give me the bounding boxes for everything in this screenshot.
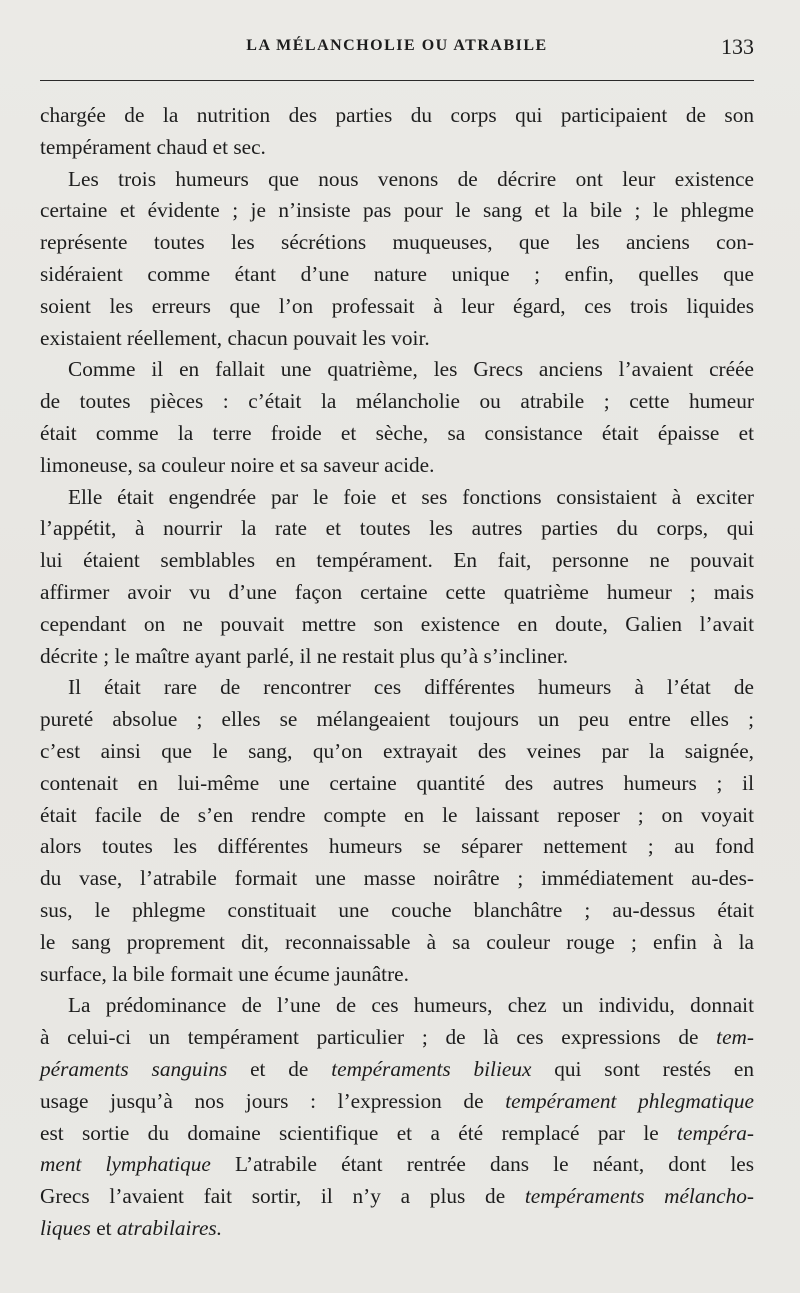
text-line: sidéraient comme étant d’une nature unique ; enfin, quelles que: [40, 261, 754, 286]
text-line: était facile de s’en rendre compte en le laissant reposer ; on voyait: [40, 802, 754, 827]
text-line: Il était rare de rencontrer ces différentes humeurs à l’état de: [68, 675, 754, 700]
text-line: à celui-ci un tempérament particulier ; de là ces expressions de tem-: [40, 1025, 754, 1050]
running-title: LA MÉLANCHOLIE OU ATRABILE: [246, 37, 548, 54]
paragraph: [40, 164, 754, 355]
text-line: ment lymphatique L’atrabile étant rentrée dans le néant, dont les: [40, 1152, 754, 1177]
text-line: sus, le phlegme constituait une couche blanchâtre ; au-dessus était: [40, 897, 754, 922]
text-line: alors toutes les différentes humeurs se séparer nettement ; au fond: [40, 834, 754, 859]
text-line: surface, la bile formait une écume jaunâtre.: [40, 961, 409, 986]
text-line: lui étaient semblables en tempérament. En fait, personne ne pouvait: [40, 548, 754, 573]
paragraph: [40, 672, 754, 990]
text-line: La prédominance de l’une de ces humeurs, chez un individu, donnait: [68, 993, 754, 1018]
text-line: chargée de la nutrition des parties du corps qui participaient de son: [40, 103, 754, 127]
text-line: était comme la terre froide et sèche, sa consistance était épaisse et: [40, 420, 754, 445]
header-rule: [40, 80, 754, 81]
text-line: de toutes pièces : c’était la mélancholie ou atrabile ; cette humeur: [40, 389, 754, 414]
text-line: existaient réellement, chacun pouvait les voir.: [40, 325, 430, 350]
text-line: cependant on ne pouvait mettre son existence en doute, Galien l’avait: [40, 611, 754, 636]
text-line: soient les erreurs que l’on professait à leur égard, ces trois liquides: [40, 293, 754, 318]
text-line: contenait en lui-même une certaine quantité des autres humeurs ; il: [40, 770, 754, 795]
text-line: Grecs l’avaient fait sortir, il n’y a plus de tempéraments mélancho-: [40, 1184, 754, 1209]
text-line: l’appétit, à nourrir la rate et toutes les autres parties du corps, qui: [40, 516, 754, 541]
text-line: Comme il en fallait une quatrième, les Grecs anciens l’avaient créée: [68, 357, 754, 382]
text-line: Les trois humeurs que nous venons de décrire ont leur existence: [68, 166, 754, 191]
paragraph: [40, 990, 754, 1244]
text-line: pureté absolue ; elles se mélangeaient toujours un peu entre elles ;: [40, 707, 754, 732]
text-line: c’est ainsi que le sang, qu’on extrayait des veines par la saignée,: [40, 738, 754, 763]
paragraph: [40, 482, 754, 673]
text-line: péraments sanguins et de tempéraments bilieux qui sont restés en: [40, 1056, 755, 1081]
body-text: [40, 100, 754, 1245]
text-line: limoneuse, sa couleur noire et sa saveur acide.: [40, 452, 435, 477]
text-line: représente toutes les sécrétions muqueuses, que les anciens con-: [40, 230, 754, 255]
text-line: est sortie du domaine scientifique et a été remplacé par le tempéra-: [40, 1120, 754, 1145]
text-line: Elle était engendrée par le foie et ses fonctions consistaient à exciter: [68, 484, 754, 509]
paragraph: [40, 354, 754, 481]
text-line: du vase, l’atrabile formait une masse noirâtre ; immédiatement au-des-: [40, 866, 754, 891]
page-number: 133: [721, 34, 754, 59]
text-line: certaine et évidente ; je n’insiste pas pour le sang et la bile ; le phlegme: [40, 198, 754, 223]
text-line: liques et atrabilaires.: [40, 1215, 223, 1240]
paragraph: [40, 100, 754, 164]
text-line: le sang proprement dit, reconnaissable à sa couleur rouge ; enfin à la: [40, 929, 754, 954]
page-header: [40, 34, 754, 64]
text-line: tempérament chaud et sec.: [40, 134, 266, 159]
text-line: usage jusqu’à nos jours : l’expression de tempérament phlegmatique: [40, 1088, 755, 1113]
text-line: décrite ; le maître ayant parlé, il ne restait plus qu’à s’incliner.: [40, 643, 569, 668]
text-line: affirmer avoir vu d’une façon certaine cette quatrième humeur ; mais: [40, 579, 754, 604]
